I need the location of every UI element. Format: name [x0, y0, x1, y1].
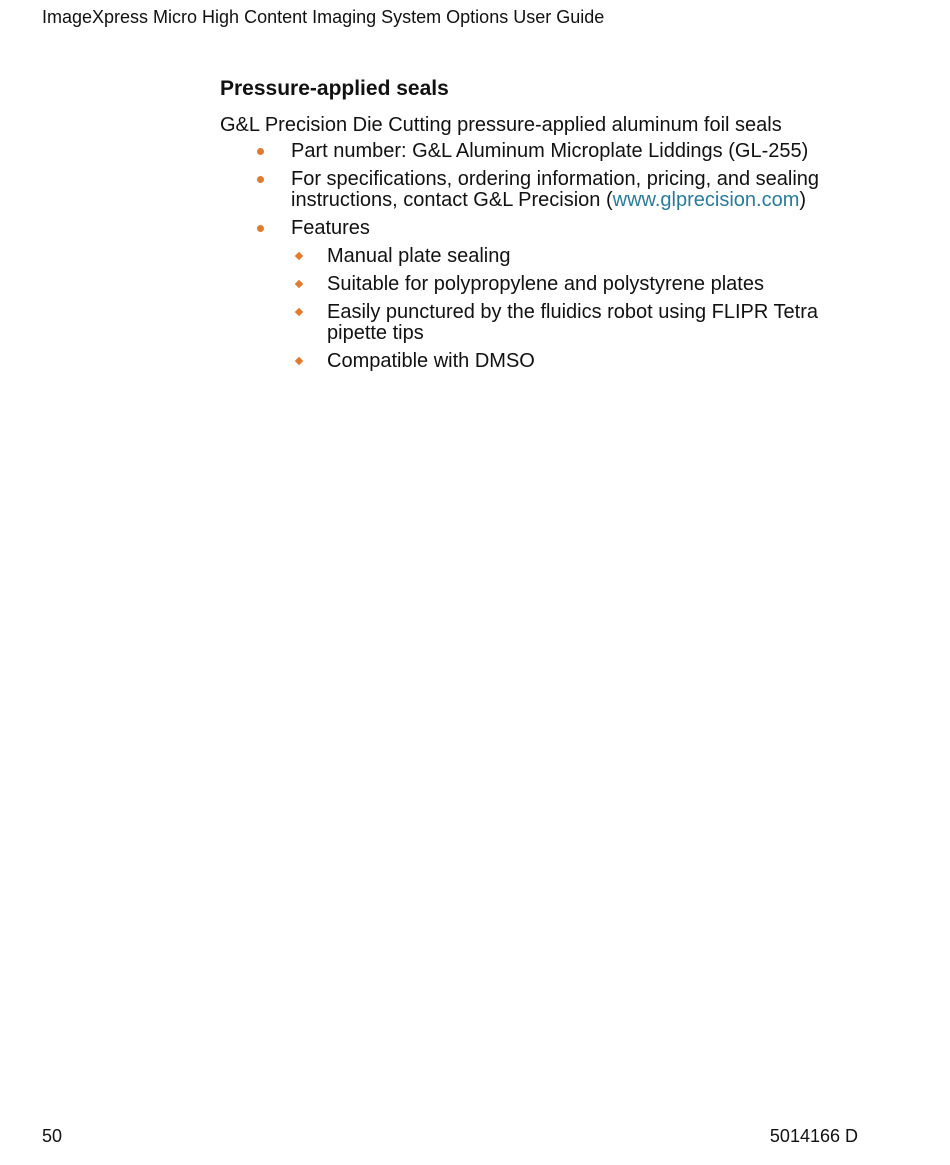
- feature-item: [327, 351, 860, 372]
- bullet-item-features: [291, 218, 860, 372]
- feature-text: Compatible with DMSO: [327, 350, 535, 372]
- bullet-text: Part number: G&L Aluminum Microplate Liddings (GL-255): [291, 140, 809, 162]
- feature-list: [291, 246, 860, 372]
- feature-text: Suitable for polypropylene and polystyrene plates: [327, 273, 764, 295]
- bullet-text-end: ): [799, 189, 807, 211]
- feature-item: [327, 302, 860, 344]
- feature-item: [327, 274, 860, 295]
- bullet-text: For specifications, ordering information, pricing, and sealing instructions, contact G&L Precision (: [291, 168, 820, 211]
- feature-text: Easily punctured by the fluidics robot using FLIPR Tetra pipette tips: [327, 301, 818, 344]
- bullet-item-part-number: [291, 141, 860, 162]
- section-title: Pressure-applied seals: [220, 77, 449, 100]
- feature-item: [327, 246, 860, 267]
- running-header: ImageXpress Micro High Content Imaging System Options User Guide: [42, 7, 605, 27]
- bullet-item-specifications: [291, 169, 860, 211]
- intro-text: G&L Precision Die Cutting pressure-applied aluminum foil seals: [220, 114, 782, 136]
- glprecision-link[interactable]: www.glprecision.com: [612, 189, 800, 211]
- diamond-bullet-icon: [295, 252, 303, 260]
- bullet-list: [220, 141, 860, 372]
- bullet-dot-icon: [257, 176, 264, 183]
- document-number: 5014166 D: [769, 1126, 858, 1146]
- bullet-dot-icon: [257, 148, 264, 155]
- diamond-bullet-icon: [295, 280, 303, 288]
- feature-text: Manual plate sealing: [327, 245, 511, 267]
- bullet-dot-icon: [257, 225, 264, 232]
- diamond-bullet-icon: [295, 357, 303, 365]
- page-number: 50: [42, 1126, 63, 1146]
- page-content: [220, 76, 860, 379]
- bullet-text: Features: [291, 217, 370, 239]
- diamond-bullet-icon: [295, 308, 303, 316]
